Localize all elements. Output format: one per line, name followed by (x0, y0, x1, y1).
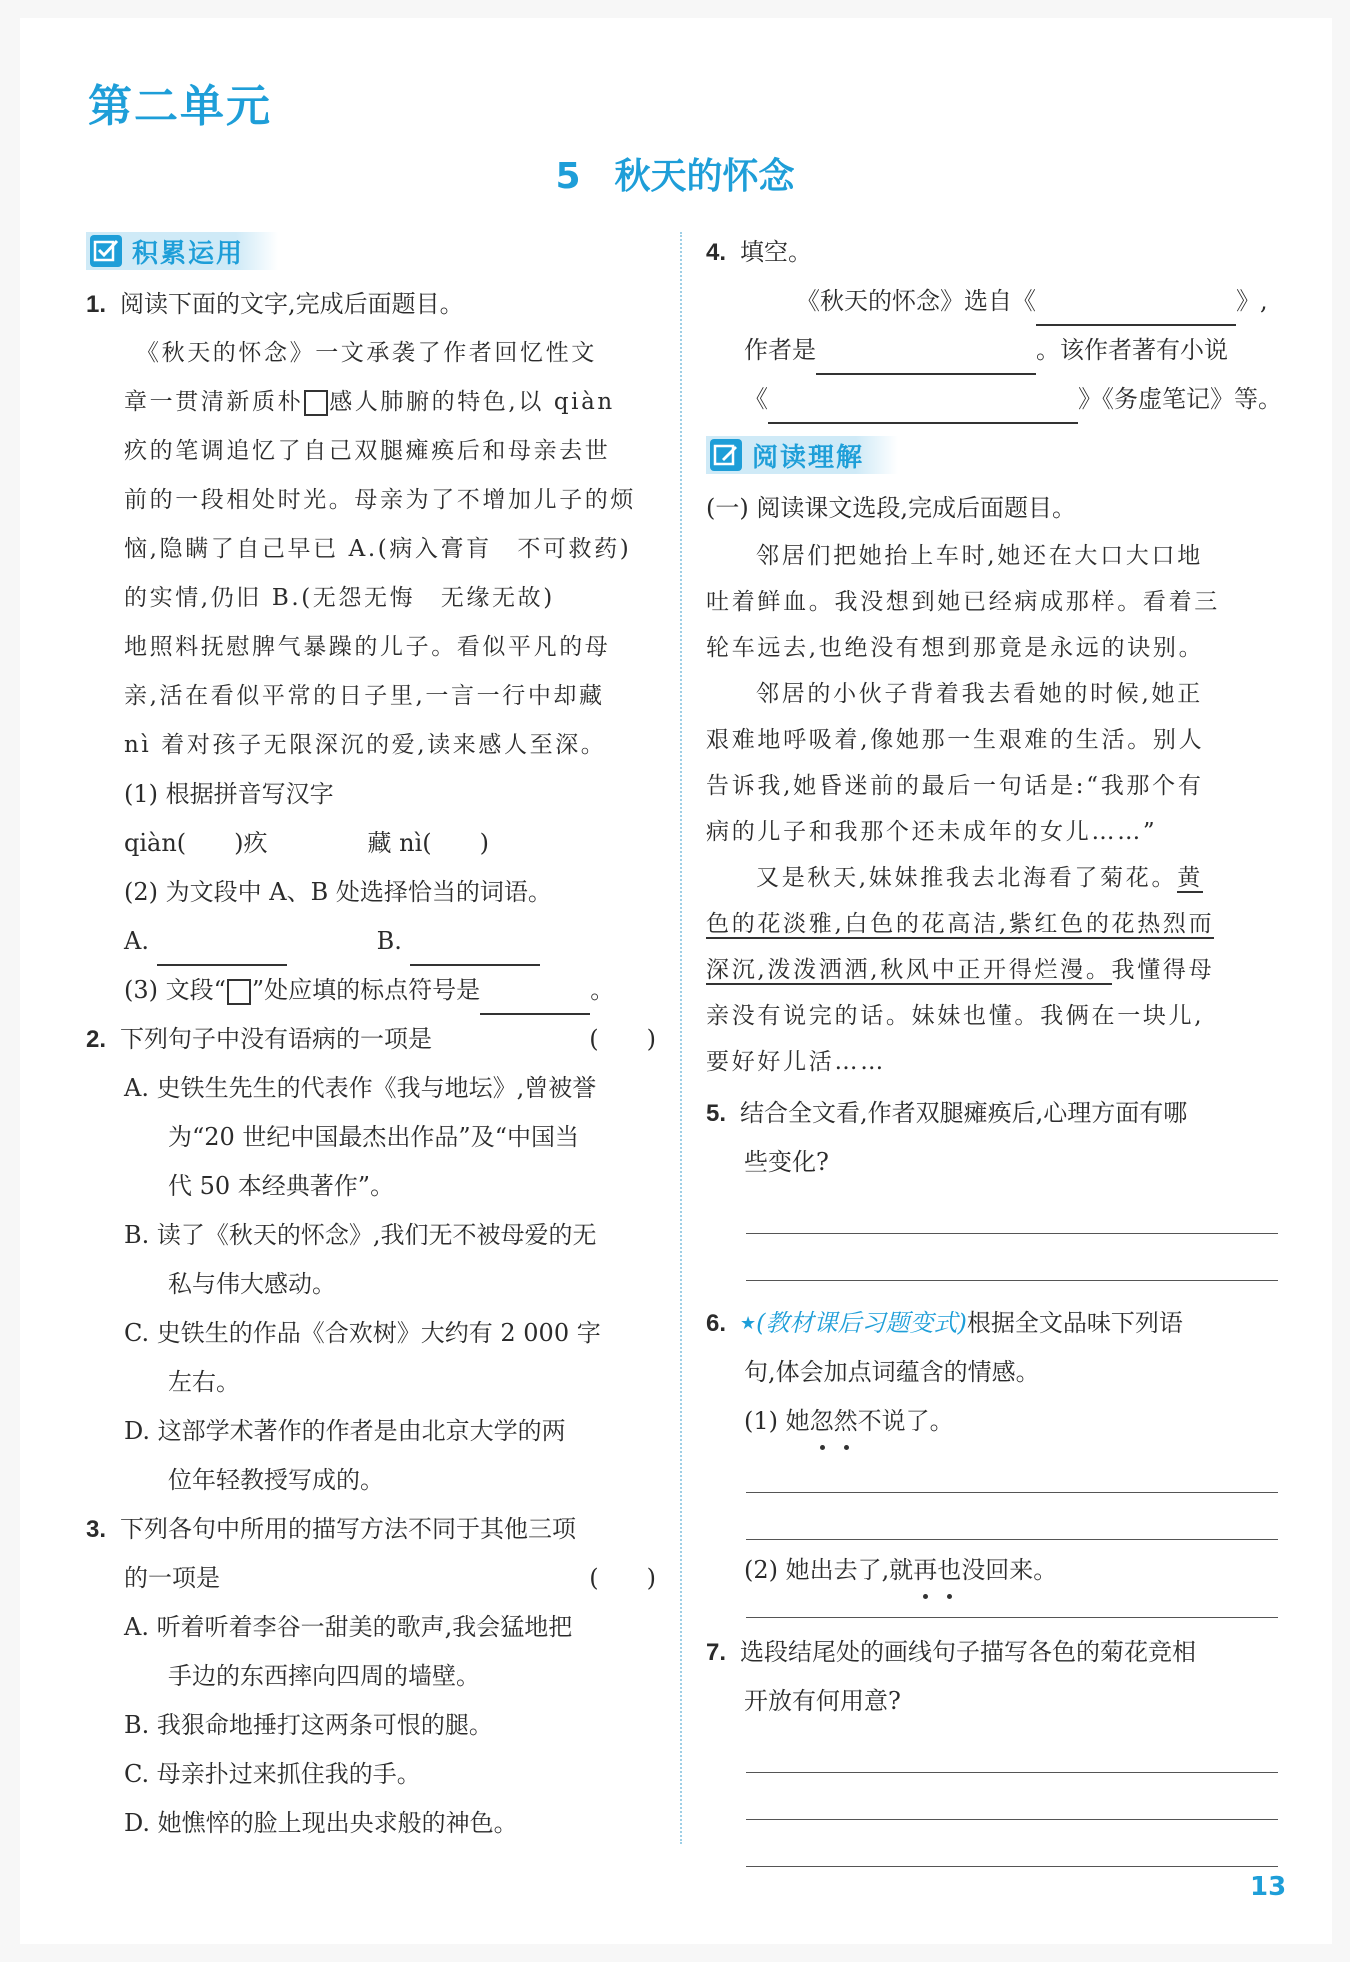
q1-stem: 1. 阅读下面的文字,完成后面题目。 (86, 290, 464, 318)
underlined-sentence: 深沉,泼泼洒洒,秋风中正开得烂漫。 (706, 957, 1112, 983)
lesson-title (0, 148, 1350, 199)
checkbox-icon (90, 235, 122, 267)
option-a: A. 史铁生先生的代表作《我与地坛》,曾被誉 (124, 1074, 597, 1102)
answer-blank-novel[interactable] (768, 394, 1078, 424)
answer-line[interactable] (746, 1187, 1278, 1234)
q5-stem: 5. 结合全文看,作者双腿瘫痪后,心理方面有哪 (706, 1099, 1188, 1127)
q6-sub1: (1) 她忽然不说了。 (706, 1397, 1278, 1446)
answer-line[interactable] (746, 1820, 1278, 1867)
q1-passage: 《秋天的怀念》一文承袭了作者回忆性文 章一贯清新质朴 感人肺腑的特色,以 qiàn 疚的笔调追忆了自己双腿瘫痪后和母亲去世 前的一段相处时光。母亲为了不增加儿子的烦 恼,隐瞒了自己早已 A.(病入膏肓 不可救药) 的实情,仍旧 B.(无怨无悔 无缘无故) 地照料抚慰脾气暴躁的儿子。看似平凡的母 亲,活在看似平常的日子里,一言一行中却藏 nì 着对孩子无限深沉的爱,读来感人至深。 (124, 340, 636, 758)
answer-line[interactable] (746, 1726, 1278, 1773)
answer-paren[interactable]: ( ) (589, 1564, 656, 1592)
q3-stem: 3. 下列各句中所用的描写方法不同于其他三项 (86, 1515, 576, 1543)
emphasis-dot: 再 (913, 1546, 937, 1595)
answer-line[interactable] (746, 1595, 1278, 1618)
section-header-accumulate (86, 232, 278, 270)
q6-sub2: (2) 她出去了,就再也没回来。 (706, 1546, 1278, 1595)
blank-box (304, 390, 328, 416)
answer-blank-b[interactable] (410, 936, 540, 966)
option-b: B. 我狠命地捶打这两条可恨的腿。 (124, 1711, 493, 1739)
option-c: C. 母亲扑过来抓住我的手。 (124, 1760, 421, 1788)
section-header-reading (706, 436, 898, 474)
section-label: 阅读理解 (752, 442, 865, 473)
option-b: B. 读了《秋天的怀念》,我们无不被母爱的无 (124, 1221, 597, 1249)
section-label: 积累运用 (132, 238, 245, 269)
lesson-number: 5 (555, 156, 581, 197)
blank-box (227, 979, 251, 1005)
q1-sub2: (2) 为文段中 A、B 处选择恰当的词语。 (124, 878, 552, 906)
pencil-icon (710, 439, 742, 471)
source-tag: (教材课后习题变式) (756, 1309, 967, 1337)
option-d: D. 这部学术著作的作者是由北京大学的两 (124, 1417, 566, 1445)
answer-blank-a[interactable] (157, 936, 287, 966)
left-column: 积累运用 1. 阅读下面的文字,完成后面题目。 《秋天的怀念》一文承袭了作者回忆性文 章一贯清新质朴 感人肺腑的特色,以 qiàn 疚的笔调追忆了自己双腿瘫痪后和母亲去世 前的一段相处时光。母亲为了不增加儿子的烦 恼,隐瞒了自己早已 A.(病入膏肓 不可救药) 的实情,仍旧 B.(无怨无悔 无缘无故) 地照料抚慰脾气暴躁的儿子。看似平凡的母 亲,活在看似平常的日子里,一言一行中却藏 nì 着对孩子无限深沉的爱,读来感人至深。 (1) 根据拼音写汉字 qiàn( )疚 藏 nì( ) (2) 为文段中 A、B 处选择恰当的词语。 A. B. (3) 文段“ ”处应填的标点符号是 。 2. 下列句子中没有语病的一项是 ( ) A. 史铁生先生的代表作《我与地坛》,曾被誉 为“20 世纪中国最杰出作品”及“中国当 代 50 本经典著作”。 B. 读了《秋天的怀念》,我们无不被母爱的无 私与伟大感动。 C. 史铁生的作品《合欢树》大约有 2 000 字 左右。 D. 这部学术著作的作者是由北京大学的两 位年轻教授写成的。 3. 下列各句中所用的描写方法不同于其他三项 的一项是 ( ) A. 听着听着李谷一甜美的歌声,我会猛地把 手边的东西摔向四周的墙壁。 B. 我狠命地捶打这两条可恨的腿。 C. 母亲扑过来抓住我的手。 D. 她憔悴的脸上现出央求般的神色。 (86, 228, 656, 1848)
q7-stem: 7. 选段结尾处的画线句子描写各色的菊花竞相 (706, 1638, 1196, 1666)
q1-sub1-answers: qiàn( )疚 藏 nì( ) (124, 829, 490, 857)
answer-blank-punct[interactable] (480, 985, 590, 1015)
q6-stem: 6. ★(教材课后习题变式)根据全文品味下列语 (706, 1309, 1183, 1337)
right-column: 4. 填空。 《秋天的怀念》选自《 》, 作者是 。该作者著有小说 《 》《务虚笔记》等。 阅读理解 (一) 阅读课文选段,完成后面题目。 邻居们把她抬上车时,她还在大口大口地 吐着鲜血。我没想到她已经病成那样。看着三 轮车远去,也绝没有想到那竟是永远的诀别。 邻居的小伙子背着我去看她的时候,她正 艰难地呼吸着,像她那一生艰难的生活。别人 告诉我,她昏迷前的最后一句话是:“我那个有 病的儿子和我那个还未成年的女儿……” 又是秋天,妹妹推我去北海看了菊花。黄 色的花淡雅,白色的花高洁,紫红色的花热烈而 深沉,泼泼洒洒,秋风中正开得烂漫。我懂得母 亲没有说完的话。妹妹也懂。我俩在一块儿, 要好好儿活…… 5. 结合全文看,作者双腿瘫痪后,心理方面有哪 些变化? 6. ★(教材课后习题变式)根据全文品味下列语 句,体会加点词蕴含的情感。 (1) 她忽然不说了。 (2) 她出去了,就再也没回来。 7. 选段结尾处的画线句子描写各色的菊花竞相 开放有何用意? (706, 228, 1278, 1867)
answer-line[interactable] (746, 1773, 1278, 1820)
underlined-sentence: 色的花淡雅,白色的花高洁,紫红色的花热烈而 (706, 911, 1215, 937)
star-icon: ★ (740, 1313, 757, 1334)
unit-title: 第二单元 (88, 81, 272, 132)
emphasis-dot: 也 (937, 1546, 961, 1595)
q1-sub1: (1) 根据拼音写汉字 (124, 780, 334, 808)
answer-paren[interactable]: ( ) (589, 1025, 656, 1053)
column-divider (680, 232, 682, 1844)
answer-line[interactable] (746, 1446, 1278, 1493)
underlined-sentence: 黄 (1177, 865, 1203, 891)
emphasis-dot: 然 (834, 1397, 858, 1446)
q3-options: A. 听着听着李谷一甜美的歌声,我会猛地把 手边的东西摔向四周的墙壁。 B. 我狠命地捶打这两条可恨的腿。 C. 母亲扑过来抓住我的手。 D. 她憔悴的脸上现出央求般的神色。 (86, 1603, 656, 1848)
lesson-name: 秋天的怀念 (614, 156, 795, 197)
q1-sub2-answers: A. B. (86, 917, 656, 966)
answer-line[interactable] (746, 1493, 1278, 1540)
answer-blank-author[interactable] (816, 345, 1036, 375)
answer-blank-source[interactable] (1036, 296, 1236, 326)
option-d: D. 她憔悴的脸上现出央求般的神色。 (124, 1809, 518, 1837)
q2-options: A. 史铁生先生的代表作《我与地坛》,曾被誉 为“20 世纪中国最杰出作品”及“中国当 代 50 本经典著作”。 B. 读了《秋天的怀念》,我们无不被母爱的无 私与伟大感动。 C. 史铁生的作品《合欢树》大约有 2 000 字 左右。 D. 这部学术著作的作者是由北京大学的两 位年轻教授写成的。 (86, 1064, 656, 1505)
reading-passage: 邻居们把她抬上车时,她还在大口大口地 吐着鲜血。我没想到她已经病成那样。看着三 轮车远去,也绝没有想到那竟是永远的诀别。 邻居的小伙子背着我去看她的时候,她正 艰难地呼吸着,像她那一生艰难的生活。别人 告诉我,她昏迷前的最后一句话是:“我那个有 病的儿子和我那个还未成年的女儿……” 又是秋天,妹妹推我去北海看了菊花。黄 色的花淡雅,白色的花高洁,紫红色的花热烈而 深沉,泼泼洒洒,秋风中正开得烂漫。我懂得母 亲没有说完的话。妹妹也懂。我俩在一块儿, 要好好儿活…… (706, 543, 1220, 1075)
answer-line[interactable] (746, 1234, 1278, 1281)
q4-stem: 4. 填空。 (706, 238, 812, 266)
option-c: C. 史铁生的作品《合欢树》大约有 2 000 字 (124, 1319, 601, 1347)
page-number: 13 (1250, 1872, 1287, 1902)
reading-intro: (一) 阅读课文选段,完成后面题目。 (706, 494, 1076, 522)
emphasis-dot: 忽 (810, 1397, 834, 1446)
option-a: A. 听着听着李谷一甜美的歌声,我会猛地把 (124, 1613, 573, 1641)
q2-stem: 2. 下列句子中没有语病的一项是 ( ) (86, 1015, 656, 1064)
q1-sub3: (3) 文段“ ”处应填的标点符号是 。 (86, 966, 656, 1015)
